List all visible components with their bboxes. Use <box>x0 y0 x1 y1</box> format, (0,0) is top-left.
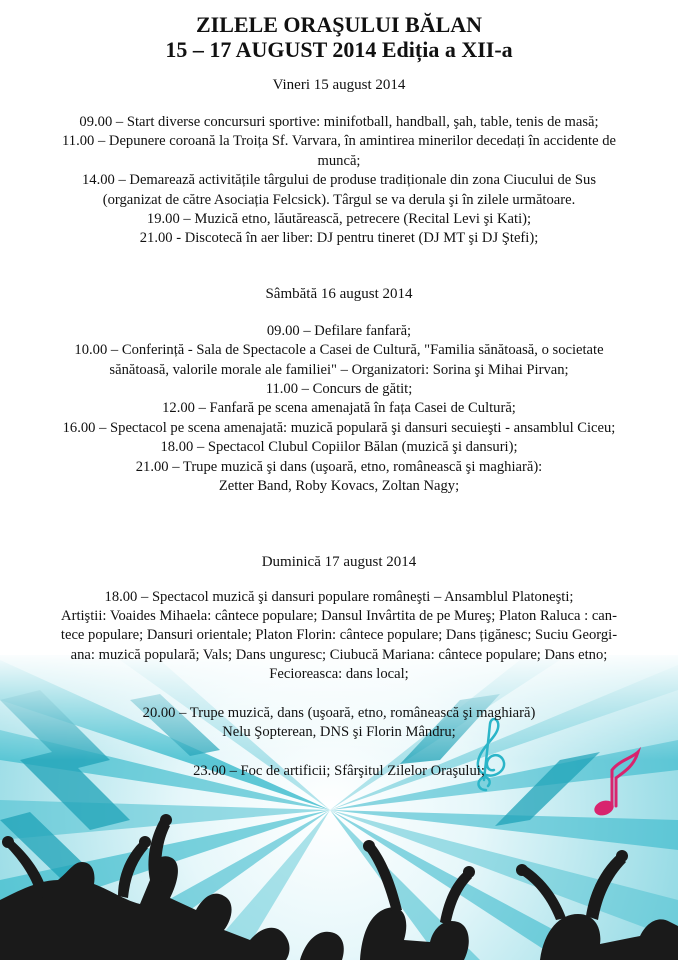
schedule-line: 18.00 – Spectacol muzică şi dansuri populare româneşti – Ansamblul Platoneşti; <box>104 588 574 605</box>
schedule-line: tece populare; Dansuri orientale; Platon Florin: cântece populare; Dans țigănesc; Suciu Georgi- <box>60 627 618 644</box>
schedule-line: 20.00 – Trupe muzică, dans (uşoară, etno, românească şi maghiară) <box>142 704 536 721</box>
day-heading-friday: Vineri 15 august 2014 <box>272 77 406 93</box>
schedule-line: 09.00 – Defilare fanfară; <box>266 322 412 339</box>
schedule-line: 23.00 – Foc de artificii; Sfârşitul Zilelor Oraşului; <box>193 763 485 780</box>
schedule-sunday <box>0 588 678 782</box>
schedule-line: 21.00 – Trupe muzică şi dans (uşoară, etno, românească şi maghiară): <box>135 458 543 475</box>
schedule-line: 21.00 - Discotecă în aer liber: DJ pentru tineret (DJ MT şi DJ Ştefi); <box>139 230 539 247</box>
schedule-line <box>0 685 678 704</box>
schedule-line: Fecioreasca: dans local; <box>269 666 409 683</box>
schedule-saturday <box>0 322 678 497</box>
schedule-line: sănătoasă, valorile morale ale familiei" – Organizatori: Sorina şi Mihai Pirvan; <box>109 361 569 378</box>
schedule-line: 14.00 – Demarează activitățile târgului de produse tradiționale din zona Ciucului de Sus <box>81 172 596 189</box>
schedule-line: Artiştii: Voaides Mihaela: cântece populare; Dansul Invârtita de pe Mureş; Platon Raluca : can- <box>61 607 617 624</box>
schedule-line: muncă; <box>317 152 361 169</box>
poster-subtitle: 15 – 17 AUGUST 2014 Ediția a XII-a <box>165 37 513 62</box>
schedule-line <box>0 743 678 762</box>
schedule-friday <box>0 113 678 249</box>
day-heading-sunday: Duminică 17 august 2014 <box>261 553 417 570</box>
schedule-line: 18.00 – Spectacol Clubul Copiilor Bălan (muzică şi dansuri); <box>160 439 518 456</box>
schedule-line: Nelu Şopterean, DNS şi Florin Mândru; <box>222 724 456 741</box>
schedule-line: 10.00 – Conferință - Sala de Spectacole a Casei de Cultură, "Familia sănătoasă, o societate <box>74 342 604 359</box>
schedule-line: 16.00 – Spectacol pe scena amenajată: muzică populară şi dansuri secuieşti - ansamblul Ciceu; <box>62 419 616 436</box>
schedule-line: 19.00 – Muzică etno, lăutărească, petrecere (Recital Levi şi Kati); <box>146 211 532 228</box>
day-heading-saturday: Sâmbătă 16 august 2014 <box>265 285 413 302</box>
schedule-line: 11.00 – Concurs de gătit; <box>265 381 413 398</box>
schedule-line: 11.00 – Depunere coroană la Troița Sf. Varvara, în amintirea minerilor decedați în accidente de <box>62 133 616 150</box>
schedule-line: ana: muzică populară; Vals; Dans unguresc; Ciubucă Mariana: cântece populare; Dans etno; <box>70 646 608 663</box>
schedule-line: Zetter Band, Roby Kovacs, Zoltan Nagy; <box>218 478 460 495</box>
schedule-line: (organizat de către Asociația Felcsick). Târgul se va derula şi în zilele următoare. <box>102 191 576 208</box>
schedule-line: 09.00 – Start diverse concursuri sportive: minifotball, handball, şah, table, tenis de masă; <box>79 114 599 130</box>
schedule-line: 12.00 – Fanfară pe scena amenajată în fața Casei de Cultură; <box>162 400 516 417</box>
poster-title: ZILELE ORAŞULUI BĂLAN <box>195 12 483 37</box>
